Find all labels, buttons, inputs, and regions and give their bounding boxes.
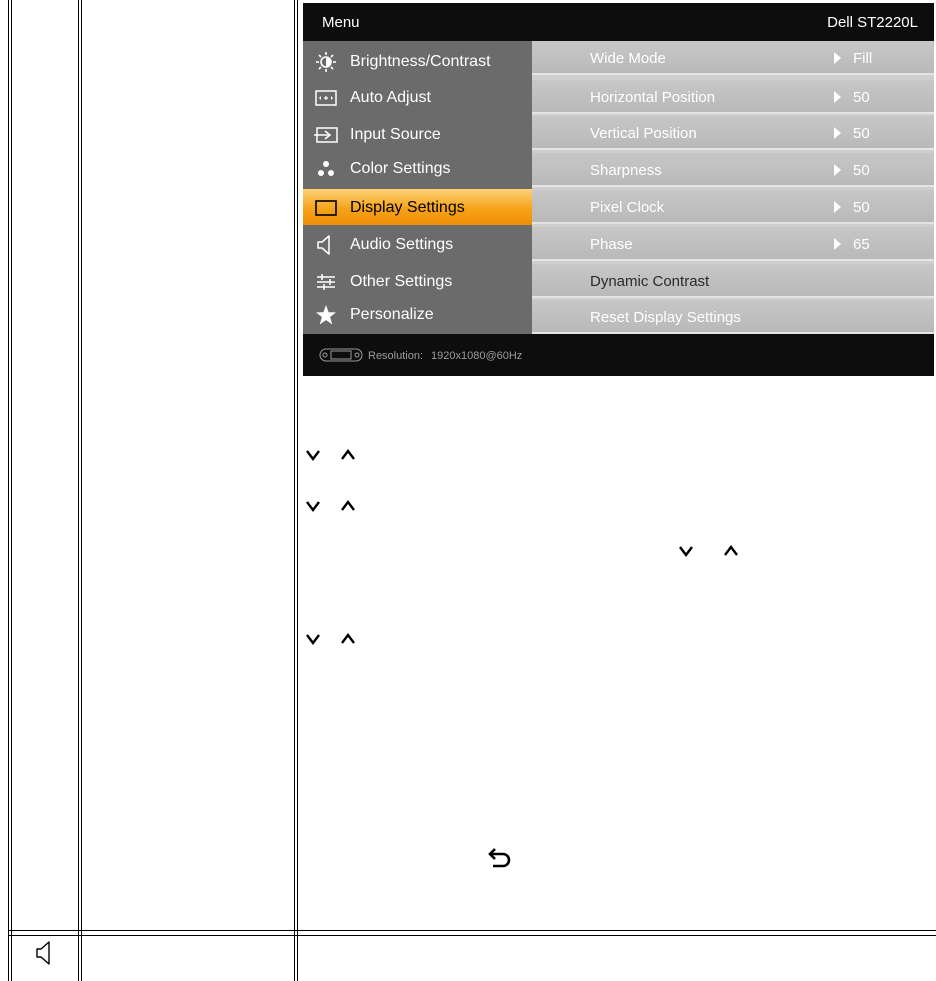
chevron-right-icon (834, 201, 841, 213)
table-border (294, 0, 295, 981)
osd-title: Menu (322, 14, 360, 31)
menu-item-display-settings[interactable] (303, 189, 532, 225)
table-border (78, 0, 79, 981)
chevron-down-icon (678, 544, 694, 558)
setting-value: 50 (853, 125, 870, 142)
setting-value: 65 (853, 236, 870, 253)
brightness-icon (313, 51, 339, 73)
setting-dynamic-contrast[interactable] (532, 264, 934, 298)
auto-adjust-icon (313, 87, 339, 109)
menu-item-personalize[interactable] (303, 298, 532, 332)
table-border (11, 0, 12, 981)
chevron-up-icon (340, 448, 356, 462)
chevron-right-icon (834, 91, 841, 103)
other-settings-icon (313, 271, 339, 293)
display-settings-icon (313, 197, 339, 219)
setting-label: Reset Display Settings (590, 309, 741, 326)
chevron-down-icon (305, 499, 321, 513)
back-arrow-icon (487, 845, 513, 869)
chevron-up-icon (340, 499, 356, 513)
display-settings-submenu (532, 41, 934, 334)
setting-reset-display-settings[interactable] (532, 300, 934, 334)
star-icon (313, 304, 339, 326)
chevron-down-icon (305, 448, 321, 462)
menu-item-color-settings[interactable] (303, 152, 532, 186)
setting-value: 50 (853, 199, 870, 216)
setting-label: Horizontal Position (590, 89, 716, 106)
setting-value: Fill (853, 50, 873, 67)
osd-menu (303, 3, 934, 376)
menu-item-label: Brightness/Contrast (350, 53, 491, 70)
osd-main-menu (303, 41, 532, 334)
setting-label: Wide Mode (590, 50, 666, 67)
setting-label: Phase (590, 236, 633, 253)
menu-item-label: Color Settings (350, 160, 451, 177)
chevron-up-icon (340, 632, 356, 646)
setting-horizontal-position[interactable] (532, 80, 934, 114)
table-border (8, 0, 9, 981)
setting-wide-mode[interactable] (532, 41, 934, 75)
menu-item-brightness-contrast[interactable] (303, 45, 532, 79)
menu-item-label: Audio Settings (350, 236, 454, 253)
chevron-right-icon (834, 164, 841, 176)
vga-port-icon (319, 348, 363, 362)
menu-item-other-settings[interactable] (303, 265, 532, 299)
resolution-value: 1920x1080@60Hz (431, 350, 523, 362)
setting-label: Sharpness (590, 162, 662, 179)
setting-sharpness[interactable] (532, 153, 934, 187)
setting-phase[interactable] (532, 227, 934, 261)
speaker-icon (34, 940, 56, 966)
speaker-icon (313, 234, 339, 256)
menu-item-auto-adjust[interactable] (303, 81, 532, 115)
table-border (8, 935, 936, 936)
color-settings-icon (313, 158, 339, 180)
osd-header (303, 3, 934, 41)
menu-item-label: Input Source (350, 126, 441, 143)
setting-value: 50 (853, 89, 870, 106)
menu-item-label: Auto Adjust (350, 89, 431, 106)
menu-item-label: Other Settings (350, 273, 453, 290)
chevron-right-icon (834, 52, 841, 64)
setting-label: Pixel Clock (590, 199, 665, 216)
setting-value: 50 (853, 162, 870, 179)
table-border (8, 930, 936, 931)
menu-item-label: Display Settings (350, 199, 465, 216)
resolution-label: Resolution: (368, 350, 424, 362)
chevron-right-icon (834, 238, 841, 250)
menu-item-input-source[interactable] (303, 118, 532, 152)
chevron-up-icon (723, 544, 739, 558)
monitor-model: Dell ST2220L (827, 14, 918, 31)
table-border (81, 0, 82, 981)
setting-label: Vertical Position (590, 125, 697, 142)
setting-label: Dynamic Contrast (590, 273, 710, 290)
setting-pixel-clock[interactable] (532, 190, 934, 224)
osd-footer (303, 334, 934, 376)
chevron-right-icon (834, 127, 841, 139)
table-border (297, 0, 298, 981)
chevron-down-icon (305, 632, 321, 646)
menu-item-label: Personalize (350, 306, 434, 323)
input-source-icon (313, 124, 339, 146)
setting-vertical-position[interactable] (532, 116, 934, 150)
menu-item-audio-settings[interactable] (303, 228, 532, 262)
